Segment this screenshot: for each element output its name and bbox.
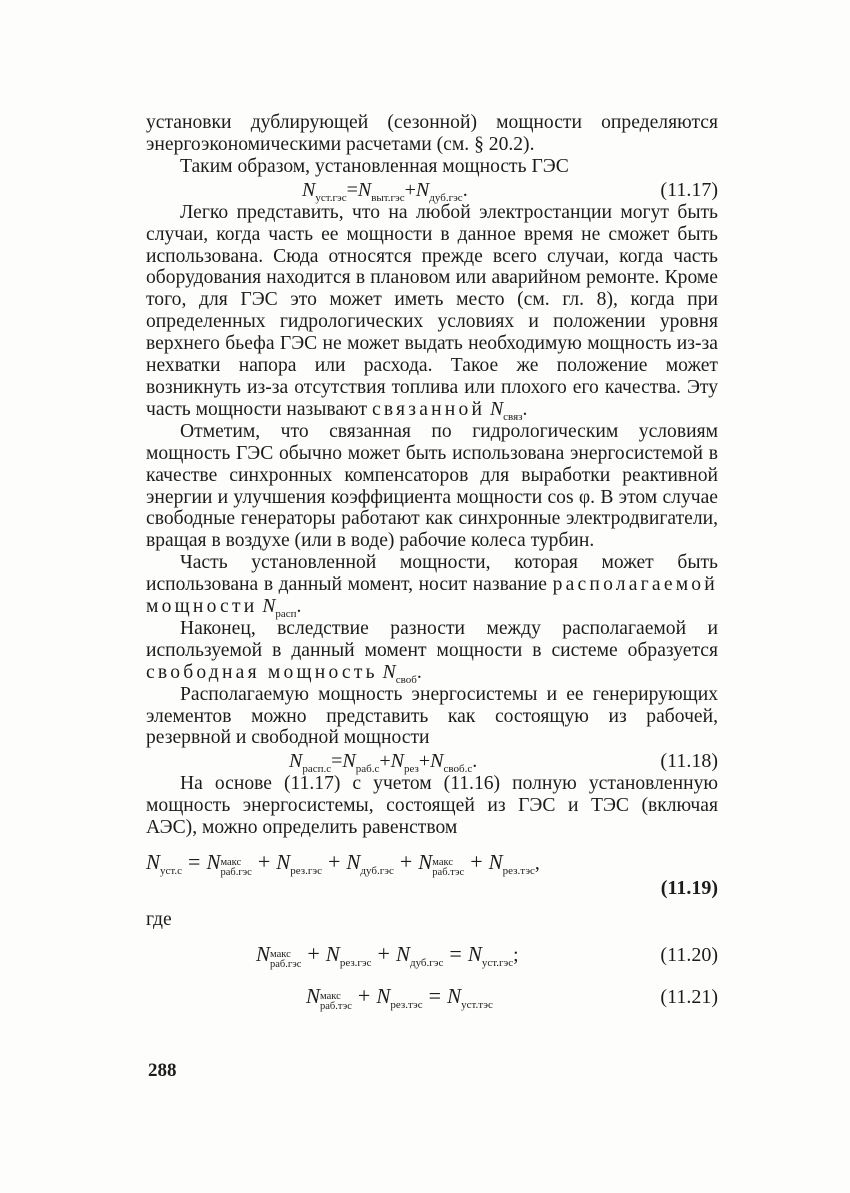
term-available: располагаемой мощности [146, 574, 718, 618]
text-column [146, 112, 718, 1019]
paragraph-bound-power: Легко представить, что на любой электростанции могут быть случаи, когда часть ее мощности в данное время не сможет быть использована. Сюда относятся прежде всего случаи, когда часть оборудования находится в плановом или аварийном ремонте. Кроме того, для ГЭС это может иметь место (см. гл. 8), когда при определенных гидрологических условиях и положении уровня верхнего бьефа ГЭС не может выдать необходимую мощность из-за нехватки напора или расхода. Такое же положение может возникнуть из-за отсутствия топлива или плохого его качества. Эту часть мощности называют связанной $N_{связ}$. [146, 201, 718, 423]
paragraph-intro-formula: Таким образом, установленная мощность ГЭС [180, 155, 569, 177]
formula-expression: $N_{уст.гэс}=N_{выт.гэс}+N_{дуб.гэс}$. [302, 178, 468, 204]
formula-expression: $N_{расп.с}=N_{раб.с}+N_{рез}+N_{своб.с}$. [289, 750, 478, 776]
formula-11-21 [146, 977, 718, 1019]
paragraph-available-power: Часть установленной мощности, которая может быть использована в данный момент, носит название располагаемой мощности $N_{расп}$. [146, 552, 718, 620]
paragraph-free-power: Наконец, вследствие разности между располагаемой и используемой в данный момент мощности в системе образуется свободная мощность $N_{своб}$. [146, 617, 718, 686]
formula-11-17 [146, 178, 718, 202]
formula-expression: N макс раб.тэс + $N_{рез.тэс} = N_{уст.тэс}$ [306, 982, 493, 1012]
formula-number: (11.21) [660, 986, 718, 1009]
paragraph-total-installed: На основе (11.17) с учетом (11.16) полную установленную мощность энергосистемы, состоящей из ГЭС и ТЭС (включая АЭС), можно определить равенством [146, 773, 718, 839]
paragraph-continuation: установки дублирующей (сезонной) мощности определяются энергоэкономическими расчетами (см. § 20.2). [146, 112, 718, 155]
paragraph-synchronous-compensators: Отметим, что связанная по гидрологическим условиям мощность ГЭС обычно может быть использована энергосистемой в качестве синхронных компенсаторов для выработки реактивной энергии и улучшения коэффициента мощности cos φ. В этом случае свободные генераторы работают как синхронные электродвигатели, вращая в воздухе (или в воде) рабочие колеса турбин. [146, 420, 718, 552]
formula-number: (11.18) [660, 750, 718, 773]
formula-11-19: $N_{уст.с} = N$ макс раб.гэс + $N_{рез.гэс} + N_{дуб.гэс} + N$ макс раб.тэс + $N_{рез.тэс}$, [146, 849, 540, 879]
formula-11-18 [146, 749, 718, 776]
formula-11-20 [146, 935, 718, 977]
page-number: 288 [148, 1060, 177, 1081]
formula-number: (11.20) [660, 944, 718, 967]
paragraph-power-composition: Располагаемую мощность энергосистемы и ее генерирующих элементов можно представить как состоящую из рабочей, резервной и свободной мощности [146, 683, 718, 749]
term-free: свободная мощность [146, 661, 378, 683]
formula-number: (11.17) [660, 178, 718, 201]
formula-expression: N макс раб.гэс + $N_{рез.гэс} + N_{дуб.гэс} = N_{уст.гэс}$; [256, 940, 519, 970]
formula-number: (11.19) [660, 877, 718, 900]
term-bound: связанной [371, 398, 486, 420]
where-label: где [146, 909, 172, 931]
